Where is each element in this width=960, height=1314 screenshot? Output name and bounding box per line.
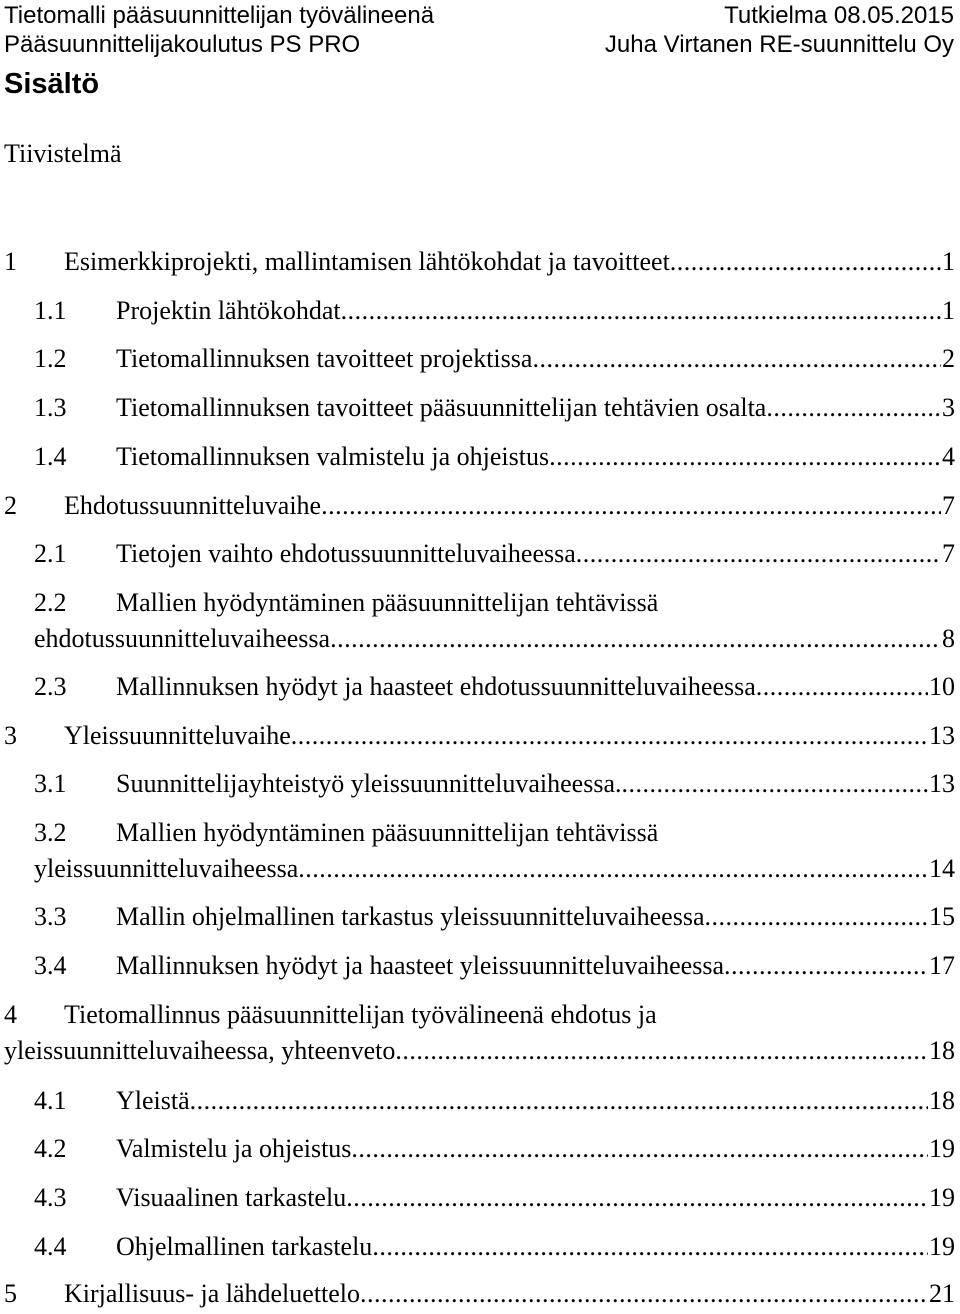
toc-dot-leader (346, 1182, 928, 1214)
header-document-type-date: Tutkielma 08.05.2015 (724, 2, 954, 29)
toc-entry-number: 4 (4, 1000, 17, 1029)
toc-heading: Sisältö (4, 68, 100, 100)
toc-entry-title: yleissuunnitteluvaiheessa (34, 854, 299, 883)
toc-entry-number: 3.3 (34, 902, 67, 931)
toc-entry[interactable] (0, 441, 960, 477)
toc-entry-title: Yleistä (116, 1086, 190, 1115)
toc-entry-title: yleissuunnitteluvaiheessa, yhteenveto (4, 1036, 396, 1065)
toc-entry[interactable] (0, 295, 960, 331)
toc-entry-title: Tietojen vaihto ehdotussuunnitteluvaiheessa (116, 539, 576, 568)
toc-entry-page-number: 1 (942, 247, 955, 276)
toc-entry-title: Mallinnuksen hyödyt ja haasteet yleissuunnitteluvaiheessa (116, 951, 724, 980)
toc-entry-title: Yleissuunnitteluvaihe (64, 721, 291, 750)
toc-entry-page-number: 19 (929, 1134, 955, 1163)
toc-entry-title: Mallien hyödyntäminen pääsuunnittelijan tehtävissä (116, 818, 659, 847)
toc-entry-page-number: 8 (942, 624, 955, 653)
toc-entry-title: Tietomallinnus pääsuunnittelijan työvälineenä ehdotus ja (64, 1000, 657, 1029)
toc-dot-leader (341, 295, 941, 327)
toc-entry[interactable] (0, 950, 960, 986)
toc-entry[interactable] (0, 587, 960, 659)
toc-entry-number: 4.3 (34, 1183, 67, 1212)
toc-entry-page-number: 3 (942, 393, 955, 422)
toc-entry[interactable] (0, 538, 960, 574)
toc-entry-page-number: 1 (942, 296, 955, 325)
toc-entry-title: Mallin ohjelmallinen tarkastus yleissuunnitteluvaiheessa (116, 902, 705, 931)
toc-entry-title: Ohjelmallinen tarkastelu (116, 1232, 373, 1261)
toc-dot-leader (321, 490, 941, 522)
toc-entry-title: Mallinnuksen hyödyt ja haasteet ehdotussuunnitteluvaiheessa (116, 672, 756, 701)
toc-dot-leader (670, 246, 941, 278)
toc-entry[interactable] (0, 671, 960, 707)
toc-entry-number: 4.2 (34, 1134, 67, 1163)
toc-dot-leader (724, 950, 928, 982)
toc-entry-number: 1.4 (34, 442, 67, 471)
toc-entry-page-number: 7 (942, 491, 955, 520)
toc-dot-leader (360, 1278, 928, 1310)
toc-entry-title: Mallien hyödyntäminen pääsuunnittelijan tehtävissä (116, 588, 659, 617)
toc-dot-leader (372, 1231, 928, 1263)
toc-entry-number: 2 (4, 491, 17, 520)
toc-dot-leader (756, 671, 928, 703)
toc-entry-page-number: 17 (929, 951, 955, 980)
toc-entry-number: 3.4 (34, 951, 67, 980)
toc-entry-page-number: 18 (929, 1086, 955, 1115)
toc-entry-page-number: 2 (942, 344, 955, 373)
toc-entry-page-number: 4 (942, 442, 955, 471)
toc-entry-page-number: 18 (929, 1036, 955, 1065)
toc-entry-number: 3.2 (34, 818, 67, 847)
toc-entry[interactable] (0, 246, 960, 282)
toc-entry-title: Tietomallinnuksen tavoitteet pääsuunnittelijan tehtävien osalta (116, 393, 767, 422)
toc-entry-page-number: 13 (929, 721, 955, 750)
toc-entry-page-number: 19 (929, 1232, 955, 1261)
toc-dot-leader (190, 1085, 928, 1117)
toc-entry-title: ehdotussuunnitteluvaiheessa (34, 624, 331, 653)
header-document-title: Tietomalli pääsuunnittelijan työvälineenä (4, 2, 435, 29)
toc-dot-leader (532, 343, 941, 375)
toc-entry[interactable] (0, 1133, 960, 1169)
toc-entry-number: 5 (4, 1279, 17, 1308)
toc-entry[interactable] (0, 720, 960, 756)
toc-entry-title: Visuaalinen tarkastelu (116, 1183, 347, 1212)
toc-entry-page-number: 14 (929, 854, 955, 883)
toc-entry-page-number: 15 (929, 902, 955, 931)
header-author: Juha Virtanen RE-suunnittelu Oy (604, 31, 954, 58)
toc-entry-page-number: 10 (929, 672, 955, 701)
toc-dot-leader (298, 853, 928, 885)
toc-entry[interactable] (0, 1278, 960, 1314)
toc-entry-page-number: 7 (942, 539, 955, 568)
toc-entry[interactable] (0, 901, 960, 937)
toc-dot-leader (622, 768, 929, 800)
toc-dot-leader (351, 1133, 928, 1165)
toc-entry-number: 1.1 (34, 296, 67, 325)
toc-entry-number: 2.3 (34, 672, 67, 701)
toc-entry[interactable] (0, 343, 960, 379)
toc-entry[interactable] (0, 817, 960, 889)
toc-dot-leader (395, 1035, 928, 1067)
toc-entry[interactable] (0, 999, 960, 1071)
toc-dot-leader (549, 441, 941, 473)
toc-entry-title: Projektin lähtökohdat (116, 296, 341, 325)
toc-entry-title: Esimerkkiprojekti, mallintamisen lähtökohdat ja tavoitteet (64, 247, 670, 276)
toc-entry-title: Kirjallisuus- ja lähdeluettelo (64, 1279, 361, 1308)
toc-entry-number: 2.1 (34, 539, 67, 568)
toc-entry[interactable] (0, 768, 960, 804)
toc-entry-title: Ehdotussuunnitteluvaihe (64, 491, 322, 520)
toc-dot-leader (705, 901, 929, 933)
toc-entry[interactable] (0, 490, 960, 526)
toc-dot-leader (576, 538, 941, 570)
toc-entry-number: 3.1 (34, 769, 67, 798)
toc-entry[interactable] (0, 392, 960, 428)
toc-dot-leader (766, 392, 941, 424)
toc-entry-title: Valmistelu ja ohjeistus (116, 1134, 352, 1163)
toc-entry-number: 4.4 (34, 1232, 67, 1261)
toc-entry-number: 4.1 (34, 1086, 67, 1115)
toc-entry[interactable] (0, 1231, 960, 1267)
toc-entry-number: 3 (4, 721, 17, 750)
toc-entry[interactable] (0, 1085, 960, 1121)
toc-entry-page-number: 13 (929, 769, 955, 798)
toc-dot-leader (330, 623, 941, 655)
toc-entry-title: Suunnittelijayhteistyö yleissuunnitteluvaiheessa. (116, 769, 622, 798)
toc-entry-page-number: 19 (929, 1183, 955, 1212)
toc-entry-number: 1 (4, 247, 17, 276)
toc-entry-number: 1.3 (34, 393, 67, 422)
toc-entry-title: Tietomallinnuksen tavoitteet projektissa (116, 344, 533, 373)
toc-entry-title: Tietomallinnuksen valmistelu ja ohjeistus (116, 442, 550, 471)
toc-entry-number: 1.2 (34, 344, 67, 373)
toc-entry-page-number: 21 (929, 1279, 955, 1308)
toc-abstract-entry[interactable]: Tiivistelmä (4, 139, 122, 168)
toc-entry-number: 2.2 (34, 588, 67, 617)
toc-entry[interactable] (0, 1182, 960, 1218)
header-course-name: Pääsuunnittelijakoulutus PS PRO (4, 31, 361, 58)
toc-dot-leader (291, 720, 928, 752)
